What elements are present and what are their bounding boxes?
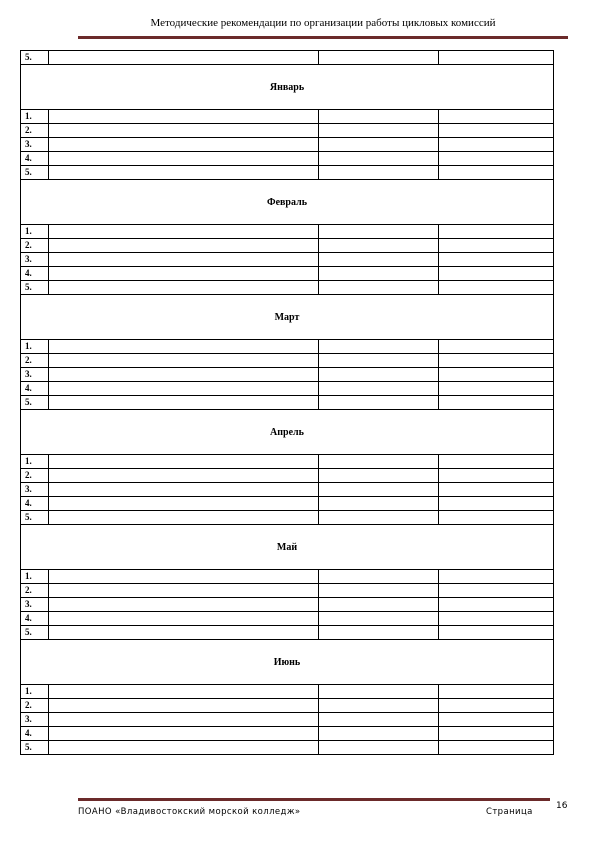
row-number-cell: 2. xyxy=(21,354,49,368)
empty-cell xyxy=(319,570,439,584)
empty-cell xyxy=(319,469,439,483)
empty-cell xyxy=(319,267,439,281)
empty-cell xyxy=(49,612,319,626)
empty-cell xyxy=(49,598,319,612)
plan-table-body xyxy=(21,51,554,755)
empty-cell xyxy=(439,741,554,755)
row-number-cell: 5. xyxy=(21,396,49,410)
empty-cell xyxy=(319,281,439,295)
month-heading: Февраль xyxy=(21,180,554,225)
row-number-cell: 2. xyxy=(21,239,49,253)
table-row xyxy=(21,124,554,138)
row-number-cell: 3. xyxy=(21,368,49,382)
table-row xyxy=(21,612,554,626)
row-number-cell: 2. xyxy=(21,699,49,713)
empty-cell xyxy=(439,570,554,584)
row-number-cell: 5. xyxy=(21,626,49,640)
table-row xyxy=(21,626,554,640)
month-heading-row xyxy=(21,65,554,110)
empty-cell xyxy=(439,685,554,699)
empty-cell xyxy=(49,497,319,511)
empty-cell xyxy=(319,340,439,354)
empty-cell xyxy=(319,138,439,152)
row-number-cell: 5. xyxy=(21,741,49,755)
row-number-cell: 1. xyxy=(21,110,49,124)
empty-cell xyxy=(439,382,554,396)
empty-cell xyxy=(49,152,319,166)
row-number-cell: 2. xyxy=(21,469,49,483)
empty-cell xyxy=(49,354,319,368)
empty-cell xyxy=(439,368,554,382)
table-row xyxy=(21,713,554,727)
empty-cell xyxy=(319,382,439,396)
table-row xyxy=(21,51,554,65)
table-row xyxy=(21,382,554,396)
table-row xyxy=(21,110,554,124)
footer-organization: ПОАНО «Владивостокский морской колледж» xyxy=(78,807,301,817)
empty-cell xyxy=(319,497,439,511)
table-row xyxy=(21,584,554,598)
empty-cell xyxy=(439,340,554,354)
empty-cell xyxy=(49,455,319,469)
empty-cell xyxy=(319,152,439,166)
empty-cell xyxy=(439,396,554,410)
table-row xyxy=(21,469,554,483)
empty-cell xyxy=(49,727,319,741)
empty-cell xyxy=(319,396,439,410)
row-number-cell: 4. xyxy=(21,152,49,166)
table-row xyxy=(21,138,554,152)
empty-cell xyxy=(319,699,439,713)
empty-cell xyxy=(439,152,554,166)
table-row xyxy=(21,396,554,410)
empty-cell xyxy=(319,685,439,699)
empty-cell xyxy=(319,626,439,640)
empty-cell xyxy=(49,382,319,396)
empty-cell xyxy=(439,253,554,267)
empty-cell xyxy=(439,110,554,124)
table-row xyxy=(21,699,554,713)
empty-cell xyxy=(49,741,319,755)
empty-cell xyxy=(319,741,439,755)
empty-cell xyxy=(439,138,554,152)
empty-cell xyxy=(49,469,319,483)
row-number-cell: 3. xyxy=(21,713,49,727)
row-number-cell: 5. xyxy=(21,281,49,295)
month-heading-row xyxy=(21,295,554,340)
empty-cell xyxy=(439,281,554,295)
empty-cell xyxy=(439,469,554,483)
empty-cell xyxy=(49,225,319,239)
empty-cell xyxy=(319,511,439,525)
row-number-cell: 1. xyxy=(21,455,49,469)
month-heading-row xyxy=(21,640,554,685)
empty-cell xyxy=(49,51,319,65)
row-number-cell: 4. xyxy=(21,727,49,741)
month-heading: Январь xyxy=(21,65,554,110)
table-row xyxy=(21,281,554,295)
empty-cell xyxy=(49,483,319,497)
empty-cell xyxy=(439,354,554,368)
empty-cell xyxy=(49,699,319,713)
empty-cell xyxy=(439,51,554,65)
row-number-cell: 2. xyxy=(21,124,49,138)
empty-cell xyxy=(319,713,439,727)
empty-cell xyxy=(49,713,319,727)
empty-cell xyxy=(319,354,439,368)
empty-cell xyxy=(49,166,319,180)
empty-cell xyxy=(49,511,319,525)
empty-cell xyxy=(49,584,319,598)
month-heading: Апрель xyxy=(21,410,554,455)
empty-cell xyxy=(319,51,439,65)
table-row xyxy=(21,225,554,239)
empty-cell xyxy=(319,110,439,124)
row-number-cell: 1. xyxy=(21,570,49,584)
header-divider xyxy=(78,36,568,39)
footer-page-label: Страница xyxy=(486,807,533,817)
table-row xyxy=(21,455,554,469)
table-row xyxy=(21,152,554,166)
empty-cell xyxy=(319,368,439,382)
row-number-cell: 4. xyxy=(21,612,49,626)
empty-cell xyxy=(319,124,439,138)
empty-cell xyxy=(439,584,554,598)
empty-cell xyxy=(49,124,319,138)
row-number-cell: 4. xyxy=(21,267,49,281)
empty-cell xyxy=(439,511,554,525)
table-row xyxy=(21,368,554,382)
empty-cell xyxy=(439,612,554,626)
row-number-cell: 3. xyxy=(21,138,49,152)
row-number-cell: 1. xyxy=(21,225,49,239)
empty-cell xyxy=(319,483,439,497)
row-number-cell: 3. xyxy=(21,483,49,497)
plan-table xyxy=(20,50,554,755)
empty-cell xyxy=(49,685,319,699)
empty-cell xyxy=(319,598,439,612)
empty-cell xyxy=(49,281,319,295)
month-heading-row xyxy=(21,180,554,225)
row-number-cell: 4. xyxy=(21,497,49,511)
empty-cell xyxy=(319,166,439,180)
empty-cell xyxy=(439,699,554,713)
empty-cell xyxy=(439,598,554,612)
empty-cell xyxy=(439,166,554,180)
table-row xyxy=(21,253,554,267)
header-title: Методические рекомендации по организации работы цикловых комиссий xyxy=(150,17,496,29)
empty-cell xyxy=(319,253,439,267)
table-row xyxy=(21,511,554,525)
row-number-cell: 5. xyxy=(21,51,49,65)
empty-cell xyxy=(49,368,319,382)
row-number-cell: 1. xyxy=(21,340,49,354)
empty-cell xyxy=(319,455,439,469)
empty-cell xyxy=(319,612,439,626)
row-number-cell: 4. xyxy=(21,382,49,396)
empty-cell xyxy=(49,570,319,584)
empty-cell xyxy=(439,267,554,281)
empty-cell xyxy=(439,239,554,253)
empty-cell xyxy=(49,239,319,253)
row-number-cell: 3. xyxy=(21,598,49,612)
table-row xyxy=(21,570,554,584)
empty-cell xyxy=(439,727,554,741)
table-row xyxy=(21,267,554,281)
table-row xyxy=(21,340,554,354)
empty-cell xyxy=(49,253,319,267)
footer-divider xyxy=(78,798,550,801)
empty-cell xyxy=(49,340,319,354)
month-heading-row xyxy=(21,525,554,570)
month-heading: Май xyxy=(21,525,554,570)
table-row xyxy=(21,685,554,699)
empty-cell xyxy=(49,267,319,281)
month-heading: Июнь xyxy=(21,640,554,685)
empty-cell xyxy=(319,239,439,253)
empty-cell xyxy=(439,455,554,469)
table-row xyxy=(21,727,554,741)
empty-cell xyxy=(49,396,319,410)
table-row xyxy=(21,166,554,180)
table-row xyxy=(21,239,554,253)
row-number-cell: 5. xyxy=(21,166,49,180)
table-row xyxy=(21,598,554,612)
row-number-cell: 2. xyxy=(21,584,49,598)
table-row xyxy=(21,497,554,511)
empty-cell xyxy=(439,483,554,497)
empty-cell xyxy=(319,727,439,741)
page-number: 16 xyxy=(556,801,568,811)
table-row xyxy=(21,354,554,368)
empty-cell xyxy=(49,626,319,640)
empty-cell xyxy=(439,497,554,511)
empty-cell xyxy=(439,626,554,640)
month-heading-row xyxy=(21,410,554,455)
empty-cell xyxy=(319,584,439,598)
row-number-cell: 5. xyxy=(21,511,49,525)
row-number-cell: 3. xyxy=(21,253,49,267)
empty-cell xyxy=(439,713,554,727)
table-row xyxy=(21,483,554,497)
table-row xyxy=(21,741,554,755)
empty-cell xyxy=(49,138,319,152)
empty-cell xyxy=(49,110,319,124)
row-number-cell: 1. xyxy=(21,685,49,699)
empty-cell xyxy=(319,225,439,239)
empty-cell xyxy=(439,124,554,138)
empty-cell xyxy=(439,225,554,239)
month-heading: Март xyxy=(21,295,554,340)
